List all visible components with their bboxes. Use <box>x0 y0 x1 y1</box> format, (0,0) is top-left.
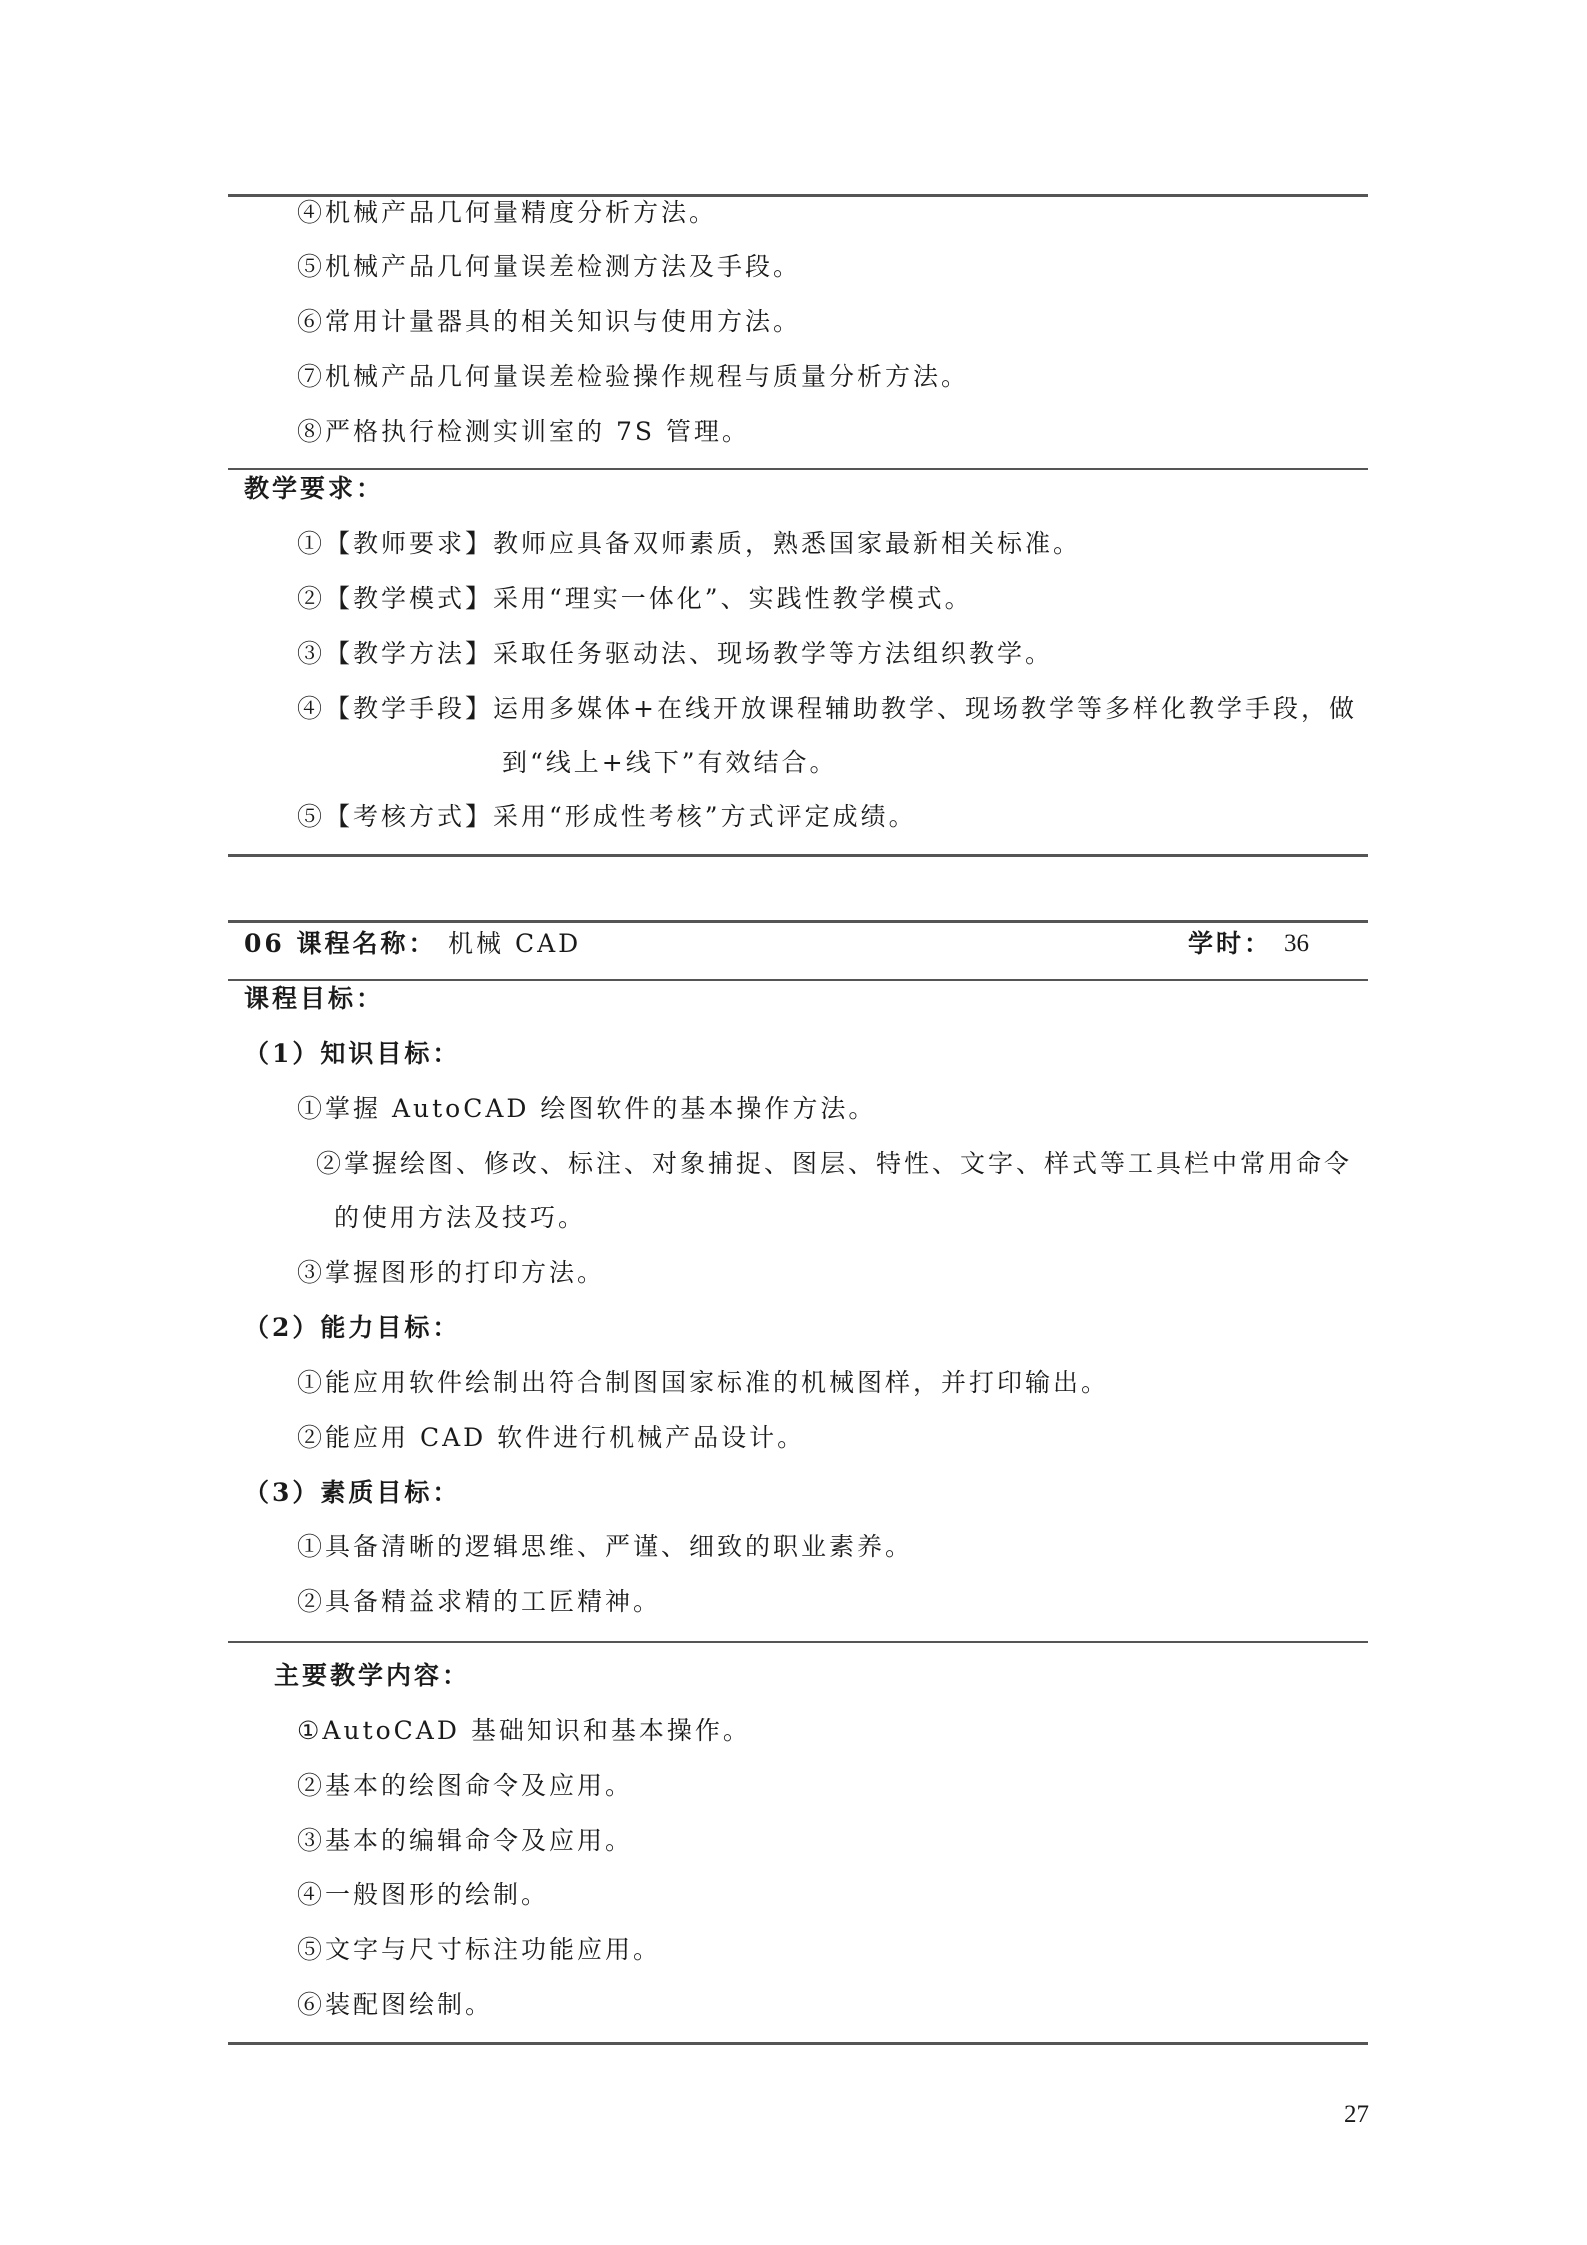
content-item: ②基本的绘图命令及应用。 <box>297 1771 634 1800</box>
quality-heading: （3）素质目标： <box>244 1478 461 1507</box>
requirements-heading: 教学要求： <box>244 474 385 503</box>
hours-label: 学时： <box>1188 929 1273 958</box>
list-item: ⑤机械产品几何量误差检测方法及手段。 <box>297 252 802 281</box>
knowledge-item: ①掌握 AutoCAD 绘图软件的基本操作方法。 <box>297 1094 877 1123</box>
content-item: ④一般图形的绘制。 <box>297 1880 550 1909</box>
course-header-divider <box>228 979 1368 981</box>
content-item: ①AutoCAD 基础知识和基本操作。 <box>297 1716 751 1745</box>
hours-value: 36 <box>1284 930 1309 957</box>
course-name: 机械 CAD <box>448 929 582 958</box>
list-item: ⑦机械产品几何量误差检验操作规程与质量分析方法。 <box>297 362 970 391</box>
content-item: ⑤文字与尺寸标注功能应用。 <box>297 1935 662 1964</box>
knowledge-item: ②掌握绘图、修改、标注、对象捕捉、图层、特性、文字、样式等工具栏中常用命令 <box>316 1149 1353 1178</box>
ability-item: ①能应用软件绘制出符合制图国家标准的机械图样，并打印输出。 <box>297 1368 1110 1397</box>
list-item: ④机械产品几何量精度分析方法。 <box>297 198 718 227</box>
content-item: ⑥装配图绘制。 <box>297 1990 494 2019</box>
ability-item: ②能应用 CAD 软件进行机械产品设计。 <box>297 1423 806 1452</box>
section-bottom-rule <box>228 854 1368 857</box>
goal-heading: 课程目标： <box>244 984 385 1013</box>
requirement-item-continued: 到“线上+线下”有效结合。 <box>502 748 838 777</box>
knowledge-heading: （1）知识目标： <box>244 1039 461 1068</box>
list-item: ⑧严格执行检测实训室的 7S 管理。 <box>297 417 750 446</box>
requirement-item: ②【教学模式】采用“理实一体化”、实践性教学模式。 <box>297 584 973 613</box>
requirement-item: ③【教学方法】采取任务驱动法、现场教学等方法组织教学。 <box>297 639 1054 668</box>
quality-item: ②具备精益求精的工匠精神。 <box>297 1587 662 1616</box>
requirement-item: ①【教师要求】教师应具备双师素质，熟悉国家最新相关标准。 <box>297 529 1082 558</box>
content-divider <box>228 1641 1368 1643</box>
knowledge-item-continued: 的使用方法及技巧。 <box>334 1203 587 1232</box>
course-top-rule <box>228 920 1368 923</box>
content-item: ③基本的编辑命令及应用。 <box>297 1826 634 1855</box>
page-number: 27 <box>1344 2101 1369 2128</box>
requirement-item: ⑤【考核方式】采用“形成性考核”方式评定成绩。 <box>297 802 917 831</box>
course-label: 06 课程名称： <box>244 929 437 958</box>
ability-heading: （2）能力目标： <box>244 1313 461 1342</box>
list-item: ⑥常用计量器具的相关知识与使用方法。 <box>297 307 802 336</box>
section-divider <box>228 468 1368 470</box>
requirement-item: ④【教学手段】运用多媒体+在线开放课程辅助教学、现场教学等多样化教学手段，做 <box>297 694 1357 723</box>
content-heading: 主要教学内容： <box>274 1661 471 1690</box>
quality-item: ①具备清晰的逻辑思维、严谨、细致的职业素养。 <box>297 1532 914 1561</box>
knowledge-item: ③掌握图形的打印方法。 <box>297 1258 606 1287</box>
course-bottom-rule <box>228 2042 1368 2045</box>
